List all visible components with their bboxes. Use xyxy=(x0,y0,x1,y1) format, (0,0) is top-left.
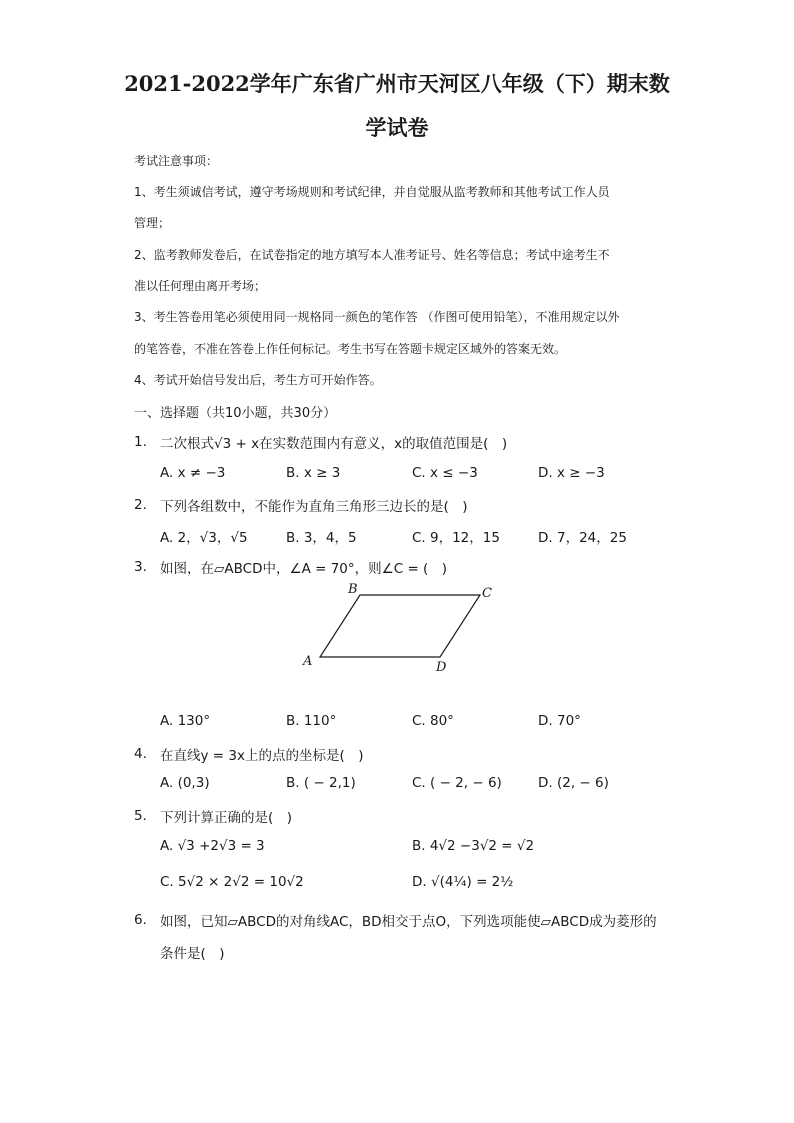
option-c: C. 5√2 × 2√2 = 10√2 xyxy=(160,874,304,890)
option-c: C. ( − 2, − 6) xyxy=(412,775,502,791)
option-a: A. √3 +2√3 = 3 xyxy=(160,838,265,854)
option-d: D. 70° xyxy=(538,713,581,729)
option-d: D. (2, − 6) xyxy=(538,775,609,791)
question-text: 如图，在▱ABCD中，∠A = 70°，则∠C = ( ) xyxy=(160,561,448,577)
vertex-label-c: C xyxy=(482,586,492,601)
question-number: 1. xyxy=(134,434,147,450)
question-number: 3. xyxy=(134,559,147,575)
option-a: A. 130° xyxy=(160,713,211,729)
option-c: C. x ≤ −3 xyxy=(412,465,478,481)
section-header: 一、选择题（共10小题，共30分） xyxy=(134,406,337,421)
option-a: A. 2，√3，√5 xyxy=(160,530,248,546)
option-d: D. √(4¼) = 2½ xyxy=(412,874,514,890)
option-b: B. 110° xyxy=(286,713,337,729)
question-text: 在直线y = 3x上的点的坐标是( ) xyxy=(160,748,364,764)
option-d: D. 7，24，25 xyxy=(538,530,627,546)
notes-line: 准以任何理由离开考场； xyxy=(134,279,267,293)
question-number: 4. xyxy=(134,746,147,762)
question-text: 如图，已知▱ABCD的对角线AC，BD相交于点O，下列选项能使▱ABCD成为菱形的 xyxy=(160,914,657,930)
notes-line: 1、考生须诚信考试，遵守考场规则和考试纪律，并自觉服从监考教师和其他考试工作人员 xyxy=(134,185,610,199)
question-text: 二次根式√3 + x在实数范围内有意义，x的取值范围是( ) xyxy=(160,436,508,452)
option-b: B. 4√2 −3√2 = √2 xyxy=(412,838,535,854)
parallelogram-shape xyxy=(320,595,480,657)
vertex-label-d: D xyxy=(436,660,447,675)
notes-line: 的笔答卷，不准在答卷上作任何标记。考生书写在答题卡规定区域外的答案无效。 xyxy=(134,342,567,356)
option-b: B. ( − 2,1) xyxy=(286,775,356,791)
notes-line: 管理； xyxy=(134,216,171,230)
exam-title-line1: 2021-2022学年广东省广州市天河区八年级（下）期末数 xyxy=(124,71,670,96)
question-text: 下列各组数中，不能作为直角三角形三边长的是( ) xyxy=(160,499,468,515)
exam-title-line2: 学试卷 xyxy=(365,115,429,140)
option-b: B. 3，4，5 xyxy=(286,530,357,546)
vertex-label-a: A xyxy=(303,654,313,669)
option-c: C. 80° xyxy=(412,713,454,729)
option-a: A. x ≠ −3 xyxy=(160,465,226,481)
question-number: 2. xyxy=(134,497,147,513)
option-c: C. 9，12，15 xyxy=(412,530,500,546)
option-a: A. (0,3) xyxy=(160,775,210,791)
question-text: 下列计算正确的是( ) xyxy=(160,810,293,826)
question-number: 5. xyxy=(134,808,147,824)
question-text-continued: 条件是( ) xyxy=(160,946,225,962)
option-b: B. x ≥ 3 xyxy=(286,465,341,481)
notes-heading: 考试注意事项： xyxy=(134,154,219,168)
notes-line: 3、考生答卷用笔必须使用同一规格同一颜色的笔作答 （作图可使用铅笔），不准用规定以外 xyxy=(134,310,620,324)
option-d: D. x ≥ −3 xyxy=(538,465,605,481)
question-number: 6. xyxy=(134,912,147,928)
parallelogram-figure xyxy=(290,575,510,685)
vertex-label-b: B xyxy=(348,582,358,597)
notes-line: 2、监考教师发卷后，在试卷指定的地方填写本人准考证号、姓名等信息；考试中途考生不 xyxy=(134,248,610,262)
notes-line: 4、考试开始信号发出后，考生方可开始作答。 xyxy=(134,373,382,387)
